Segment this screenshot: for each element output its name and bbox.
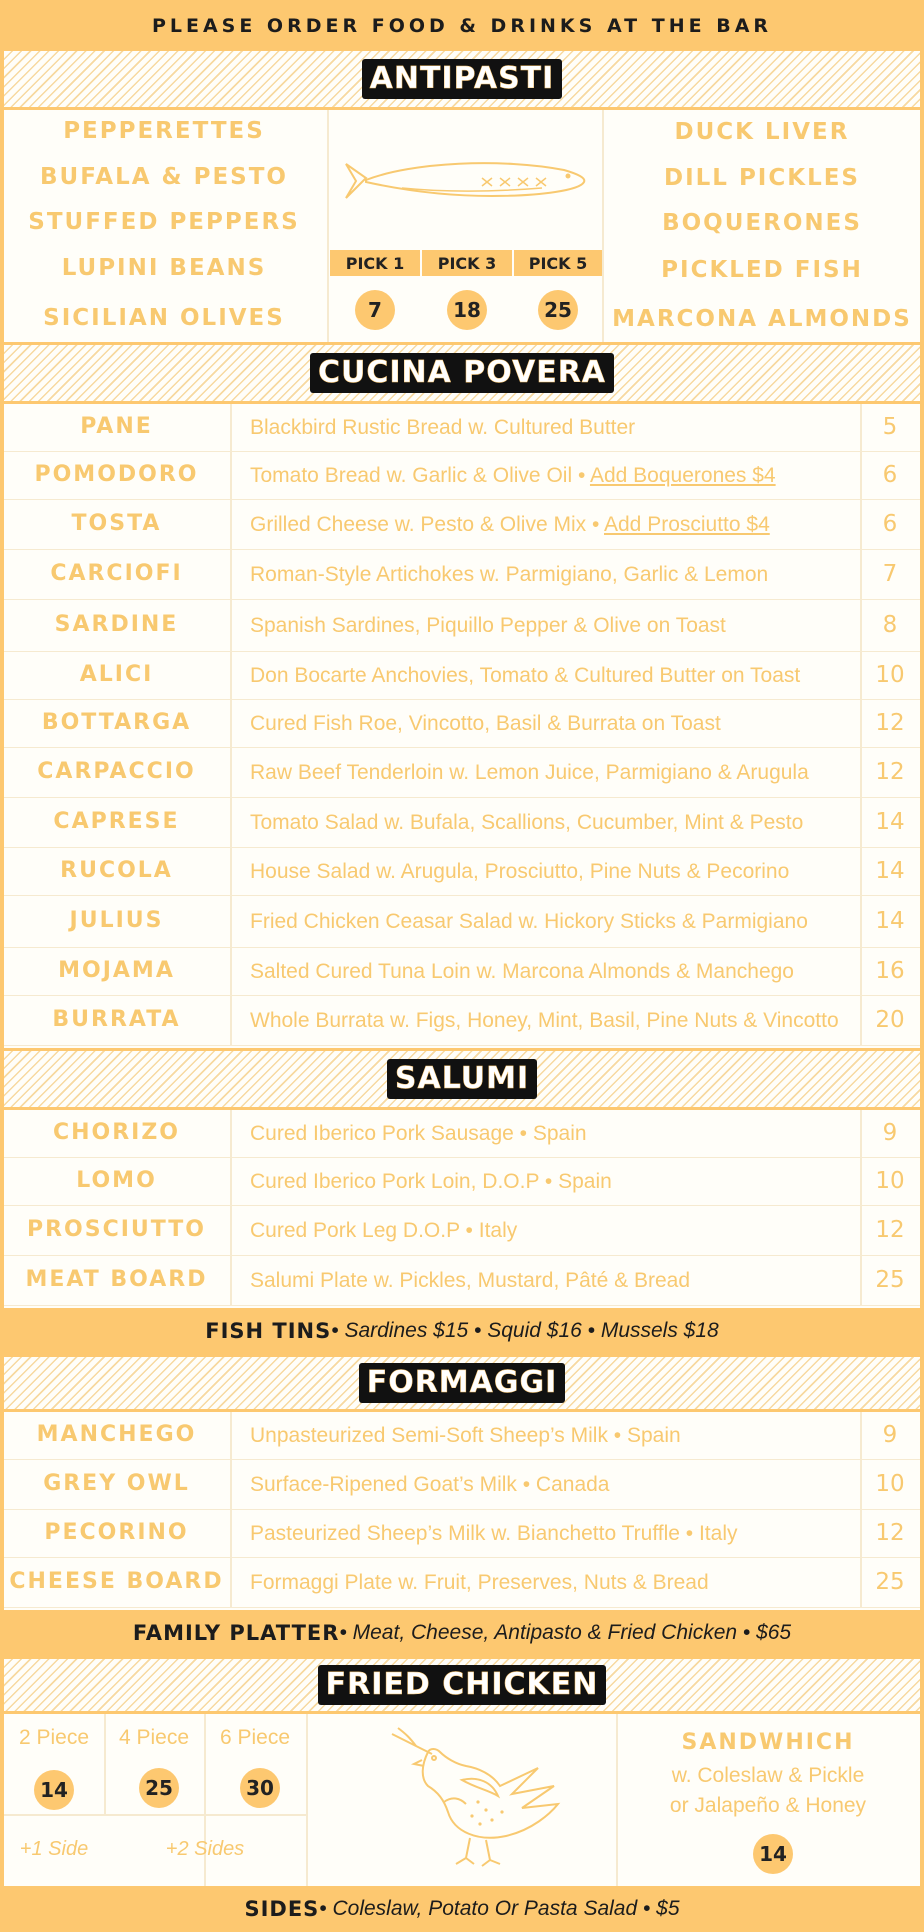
cucina-povera-header xyxy=(4,342,920,404)
item-description-text: Salumi Plate w. Pickles, Mustard, Pâté & Bread xyxy=(250,1269,691,1292)
fried-chicken-header xyxy=(4,1656,920,1714)
item-price: 14 xyxy=(875,809,905,835)
fish-tins-label: FISH TINS xyxy=(205,1319,332,1343)
six-piece-price: 30 xyxy=(240,1768,280,1808)
item-description xyxy=(250,1424,681,1448)
item-description-text: Roman-Style Artichokes w. Parmigiano, Garlic & Lemon xyxy=(250,563,769,586)
item-name: BURRATA xyxy=(52,1007,181,1032)
item-name: LOMO xyxy=(76,1168,157,1193)
item-price: 16 xyxy=(875,958,905,984)
item-description-text: Cured Iberico Pork Loin, D.O.P • Spain xyxy=(250,1170,612,1193)
item-price: 14 xyxy=(875,858,905,884)
item-description-text: Blackbird Rustic Bread w. Cultured Butter xyxy=(250,416,636,439)
item-description-text: Unpasteurized Semi-Soft Sheep’s Milk • Spain xyxy=(250,1424,681,1447)
item-description-text: Raw Beef Tenderloin w. Lemon Juice, Parmigiano & Arugula xyxy=(250,761,809,784)
one-side-note: +1 Side xyxy=(19,1838,89,1860)
menu-row xyxy=(4,550,920,600)
item-price: 8 xyxy=(882,612,898,638)
item-price: 25 xyxy=(875,1569,905,1595)
sandwich-title: SANDWHICH xyxy=(681,1730,855,1755)
item-description xyxy=(250,1522,738,1546)
pick-5-price: 25 xyxy=(538,290,578,330)
fried-chicken-section xyxy=(4,1714,920,1886)
item-description xyxy=(250,1009,839,1033)
pick-3-label: PICK 3 xyxy=(422,250,512,276)
item-name: MEAT BOARD xyxy=(25,1267,208,1292)
salumi-header xyxy=(4,1048,920,1110)
family-platter-detail: • Meat, Cheese, Antipasto & Fried Chicken • $65 xyxy=(339,1621,792,1644)
item-name: PROSCIUTTO xyxy=(26,1217,207,1242)
menu-row xyxy=(4,1110,920,1158)
item-description xyxy=(250,960,794,984)
item-name: RUCOLA xyxy=(60,858,173,883)
item-price: 9 xyxy=(882,1120,898,1146)
item-price: 12 xyxy=(875,759,905,785)
menu-row xyxy=(4,748,920,798)
sides-label: SIDES xyxy=(244,1897,320,1921)
item-description xyxy=(250,860,789,884)
pick-5-label: PICK 5 xyxy=(514,250,602,276)
antipasti-section xyxy=(4,110,920,342)
item-description xyxy=(250,416,635,440)
item-description-text: Spanish Sardines, Piquillo Pepper & Olive on Toast xyxy=(250,614,726,637)
rooster-icon xyxy=(382,1724,572,1874)
four-piece-price: 25 xyxy=(139,1768,179,1808)
menu-row xyxy=(4,1206,920,1256)
menu-row xyxy=(4,896,920,948)
item-description xyxy=(250,910,808,934)
item-description-text: Grilled Cheese w. Pesto & Olive Mix • xyxy=(250,513,604,536)
family-platter-label: FAMILY PLATTER xyxy=(132,1621,340,1645)
menu-row xyxy=(4,700,920,748)
item-price: 6 xyxy=(882,511,898,537)
antipasti-header xyxy=(4,48,920,110)
item-name: POMODORO xyxy=(34,462,199,487)
sandwich-line2: or Jalapeño & Honey xyxy=(669,1794,867,1817)
item-description xyxy=(250,761,809,785)
cucina-povera-title: CUCINA POVERA xyxy=(310,353,614,393)
item-description-text: Cured Pork Leg D.O.P • Italy xyxy=(250,1219,518,1242)
item-price: 14 xyxy=(875,908,905,934)
sandwich-line1: w. Coleslaw & Pickle xyxy=(671,1764,865,1787)
item-price: 10 xyxy=(875,1168,905,1194)
item-name: TOSTA xyxy=(71,511,162,536)
sides-detail: • Coleslaw, Potato Or Pasta Salad • $5 xyxy=(319,1897,680,1920)
antipasti-left-item: LUPINI BEANS xyxy=(61,255,267,281)
salumi-title: SALUMI xyxy=(387,1059,537,1099)
six-piece-label: 6 Piece xyxy=(219,1726,291,1749)
item-description-text: Salted Cured Tuna Loin w. Marcona Almonds & Manchego xyxy=(250,960,794,983)
item-description-text: Cured Fish Roe, Vincotto, Basil & Burrata on Toast xyxy=(250,712,721,735)
menu-row xyxy=(4,1256,920,1306)
item-name: BOTTARGA xyxy=(41,710,192,735)
item-description xyxy=(250,1269,690,1293)
item-price: 5 xyxy=(882,414,898,440)
antipasti-left-item: SICILIAN OLIVES xyxy=(43,305,285,331)
formaggi-title: FORMAGGI xyxy=(359,1363,566,1403)
item-description xyxy=(250,464,776,488)
two-sides-note: +2 Sides xyxy=(165,1838,245,1860)
menu-row xyxy=(4,948,920,996)
four-piece-label: 4 Piece xyxy=(118,1726,190,1749)
menu-row xyxy=(4,452,920,500)
item-price: 12 xyxy=(875,710,905,736)
item-description xyxy=(250,712,721,736)
item-description xyxy=(250,1473,609,1497)
order-at-bar-banner xyxy=(4,4,920,48)
item-name: CARCIOFI xyxy=(50,561,183,586)
menu-row xyxy=(4,1510,920,1558)
antipasti-left-item: STUFFED PEPPERS xyxy=(28,209,300,235)
menu-row xyxy=(4,1460,920,1510)
menu-row xyxy=(4,798,920,848)
item-description-text: Formaggi Plate w. Fruit, Preserves, Nuts & Bread xyxy=(250,1571,709,1594)
item-name: MANCHEGO xyxy=(36,1422,197,1447)
sardine-fish-icon xyxy=(342,152,592,212)
sides-bar xyxy=(4,1886,920,1932)
antipasti-right-item: DILL PICKLES xyxy=(663,165,861,191)
menu-row xyxy=(4,500,920,550)
fish-tins-bar xyxy=(4,1308,920,1354)
menu-row xyxy=(4,404,920,452)
pick-1-label: PICK 1 xyxy=(330,250,420,276)
item-price: 7 xyxy=(882,561,898,587)
menu-row xyxy=(4,1412,920,1460)
item-description xyxy=(250,1122,587,1146)
item-name: JULIUS xyxy=(69,908,164,933)
antipasti-title: ANTIPASTI xyxy=(362,59,563,99)
item-description-text: Don Bocarte Anchovies, Tomato & Cultured Butter on Toast xyxy=(250,664,801,687)
item-description-text: Surface-Ripened Goat’s Milk • Canada xyxy=(250,1473,610,1496)
fish-tins-detail: • Sardines $15 • Squid $16 • Mussels $18 xyxy=(331,1319,719,1342)
item-description-text: Tomato Bread w. Garlic & Olive Oil • xyxy=(250,464,590,487)
item-price: 12 xyxy=(875,1520,905,1546)
menu-row xyxy=(4,1158,920,1206)
sandwich-price: 14 xyxy=(753,1834,793,1874)
item-description-text: Tomato Salad w. Bufala, Scallions, Cucumber, Mint & Pesto xyxy=(250,811,804,834)
item-description-text: House Salad w. Arugula, Prosciutto, Pine Nuts & Pecorino xyxy=(250,860,790,883)
item-name: SARDINE xyxy=(54,612,179,637)
item-name: CHORIZO xyxy=(52,1120,181,1145)
item-description-text: Whole Burrata w. Figs, Honey, Mint, Basil, Pine Nuts & Vincotto xyxy=(250,1009,839,1032)
menu-row xyxy=(4,600,920,652)
item-name: CARPACCIO xyxy=(37,759,196,784)
item-description xyxy=(250,1170,612,1194)
item-description xyxy=(250,563,768,587)
menu-row xyxy=(4,848,920,896)
item-price: 10 xyxy=(875,1471,905,1497)
item-description xyxy=(250,1219,517,1243)
item-description xyxy=(250,1571,709,1595)
pick-1-price: 7 xyxy=(355,290,395,330)
pick-3-price: 18 xyxy=(447,290,487,330)
item-description xyxy=(250,811,803,835)
antipasti-right-item: DUCK LIVER xyxy=(674,119,850,145)
item-description xyxy=(250,513,770,537)
order-at-bar-text: PLEASE ORDER FOOD & DRINKS AT THE BAR xyxy=(151,15,773,37)
item-add-on: Add Prosciutto $4 xyxy=(604,513,770,536)
item-name: CHEESE BOARD xyxy=(9,1569,224,1594)
item-name: PECORINO xyxy=(44,1520,189,1545)
item-price: 10 xyxy=(875,662,905,688)
item-price: 25 xyxy=(875,1267,905,1293)
antipasti-right-item: MARCONA ALMONDS xyxy=(612,306,912,332)
antipasti-left-item: BUFALA & PESTO xyxy=(40,164,288,190)
item-price: 20 xyxy=(875,1007,905,1033)
item-add-on: Add Boquerones $4 xyxy=(589,464,776,487)
antipasti-right-item: PICKLED FISH xyxy=(661,257,863,283)
item-name: PANE xyxy=(80,414,153,439)
antipasti-left-item: PEPPERETTES xyxy=(63,118,265,144)
item-price: 6 xyxy=(882,462,898,488)
antipasti-right-item: BOQUERONES xyxy=(662,210,862,236)
item-name: MOJAMA xyxy=(58,958,175,983)
item-price: 9 xyxy=(882,1422,898,1448)
item-description-text: Cured Iberico Pork Sausage • Spain xyxy=(250,1122,587,1145)
item-name: GREY OWL xyxy=(43,1471,190,1496)
two-piece-label: 2 Piece xyxy=(18,1726,90,1749)
menu-row xyxy=(4,652,920,700)
formaggi-header xyxy=(4,1354,920,1412)
family-platter-bar xyxy=(4,1610,920,1656)
item-description xyxy=(250,664,800,688)
menu-row xyxy=(4,1558,920,1608)
item-name: ALICI xyxy=(79,662,154,687)
fried-chicken-title: FRIED CHICKEN xyxy=(318,1665,607,1705)
item-price: 12 xyxy=(875,1217,905,1243)
item-description xyxy=(250,614,726,638)
item-description-text: Fried Chicken Ceasar Salad w. Hickory Sticks & Parmigiano xyxy=(250,910,808,933)
menu-row xyxy=(4,996,920,1046)
two-piece-price: 14 xyxy=(34,1770,74,1810)
item-name: CAPRESE xyxy=(53,809,180,834)
item-description-text: Pasteurized Sheep’s Milk w. Bianchetto Truffle • Italy xyxy=(250,1522,738,1545)
